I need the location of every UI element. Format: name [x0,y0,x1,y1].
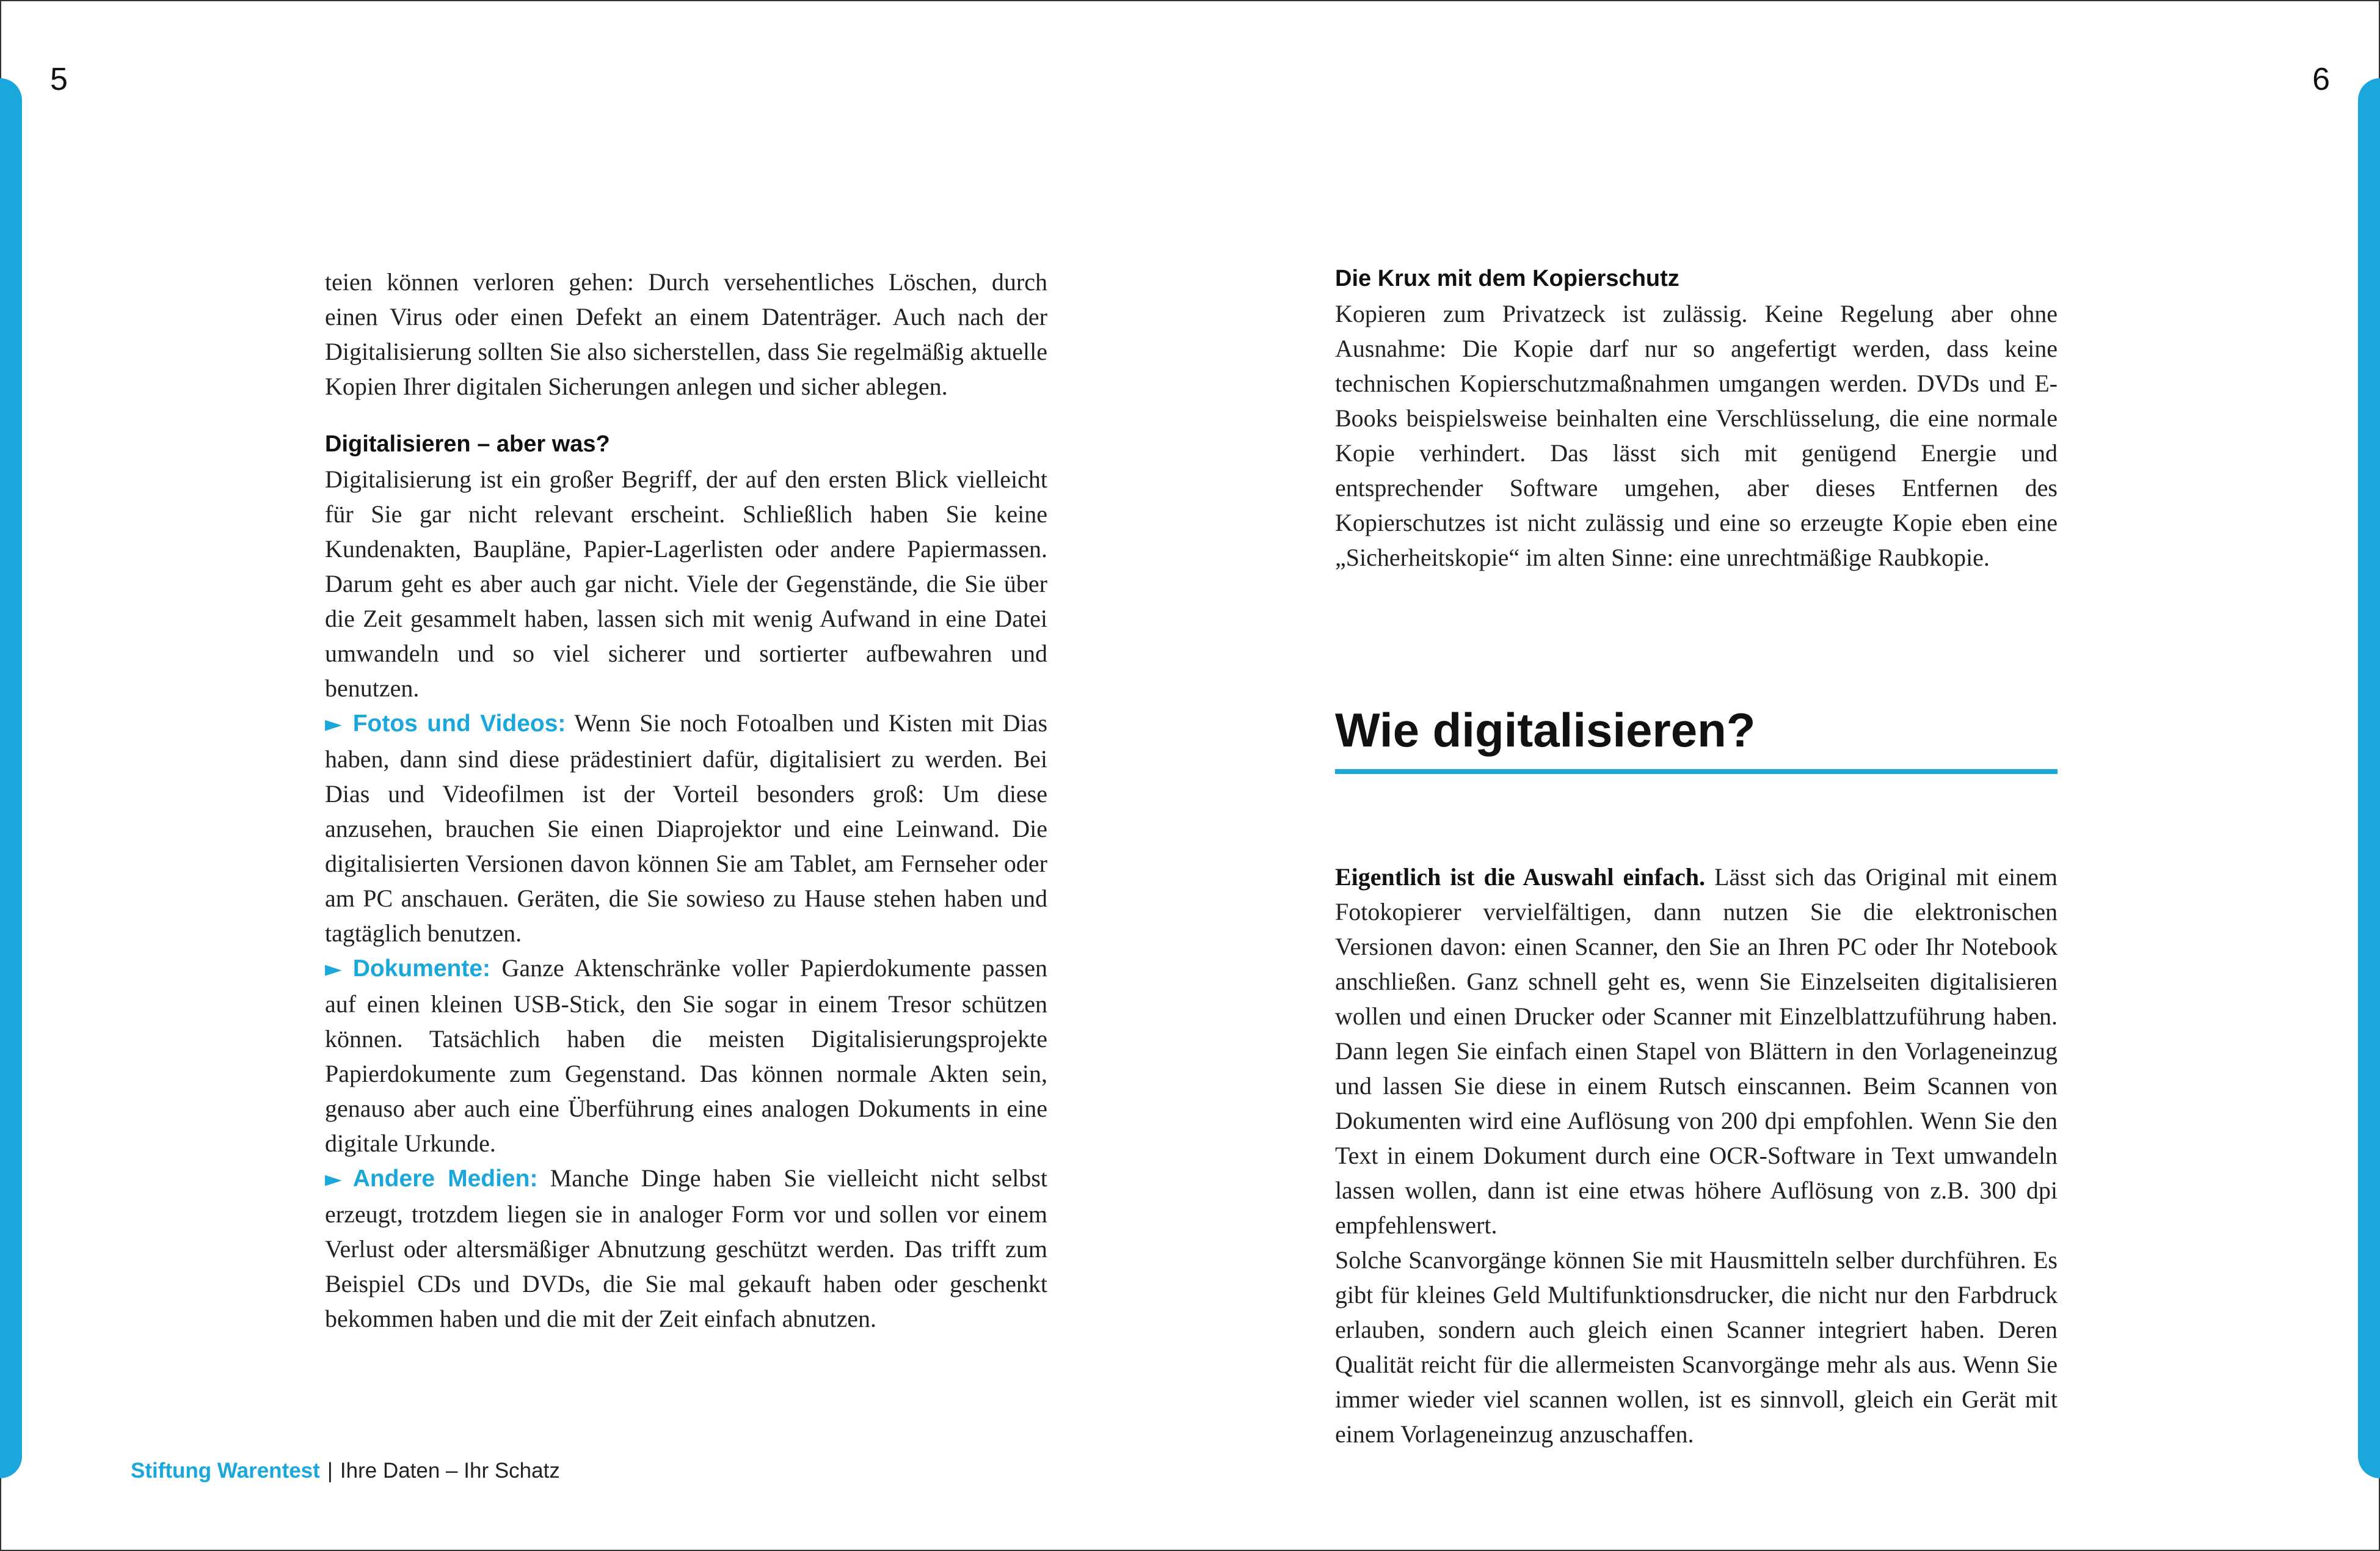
lead-bold-text: Eigentlich ist die Auswahl einfach. [1335,863,1705,891]
bullet-item-andere-medien [325,1161,1047,1336]
bullet-text: Ganze Aktenschränke voller Papierdokumente passen auf einen kleinen USB-Stick, den Sie sogar in einem Tresor schützen können. Tatsächlich haben die meisten Digitalisierungsprojekte Papierdokumente zum Gegenstand. Das können normale Akten sein, genauso aber auch eine Überführung eines analogen Dokuments in eine digitale Urkunde. [325,954,1047,1157]
footer-separator: | [327,1459,333,1483]
section-body-kopierschutz: Kopieren zum Privatzeck ist zulässig. Keine Regelung aber ohne Ausnahme: Die Kopie darf nur so angefertigt werden, dass keine technischen Kopierschutzmaßnahmen umgangen werden. DVDs und E-Books beispielsweise beinhalten eine Verschlüsselung, die eine normale Kopie verhindert. Das lässt sich mit genügend Energie und entsprechender Software umgehen, aber dieses Entfernen des Kopierschutzes ist nicht zulässig und eine so erzeugte Kopie eben eine „Sicherheitskopie“ im alten Sinne: eine unrechtmäßige Raubkopie. [1335,300,2058,571]
right-column [1335,261,2058,1451]
left-column [325,265,1047,1336]
section-body-digitalisieren: Digitalisierung ist ein großer Begriff, der auf den ersten Blick vielleicht für Sie gar nicht relevant erscheint. Schließlich haben Sie keine Kundenakten, Baupläne, Papier-Lagerlisten oder andere Papiermassen. Darum geht es aber auch gar nicht. Viele der Gegenstände, die Sie über die Zeit gesammelt haben, lassen sich mit wenig Aufwand in eine Datei umwandeln und so viel sicherer und sortierter aufbewahren und benutzen. [325,465,1047,702]
chapter-heading: Wie digitalisieren? [1335,702,2058,774]
bullet-label: Andere Medien: [352,1166,538,1192]
section-heading-digitalisieren: Digitalisieren – aber was? [325,431,610,457]
triangle-bullet-icon: ► [325,1167,342,1192]
scan-paragraph: Solche Scanvorgänge können Sie mit Hausmitteln selber durchführen. Es gibt für kleines Geld Multifunktionsdrucker, die nicht nur den Farbdruck erlauben, sondern auch gleich einen Scanner integriert haben. Deren Qualität reicht für die allermeisten Scanvorgänge mehr als aus. Wenn Sie immer wieder viel scannen wollen, ist es sinnvoll, gleich ein Gerät mit einem Vorlageneinzug anzuschaffen. [1335,1246,2058,1448]
bullet-label: Fotos und Videos: [352,710,566,737]
triangle-bullet-icon: ► [325,957,342,982]
bullet-label: Dokumente: [352,955,491,982]
bullet-text: Wenn Sie noch Fotoalben und Kisten mit Dias haben, dann sind diese prädestiniert dafür, digitalisiert zu werden. Bei Dias und Videofilmen ist der Vorteil besonders groß: Um diese anzusehen, brauchen Sie einen Diaprojektor und eine Leinwand. Die digitalisierten Versionen davon können Sie am Tablet, am Fernseher oder am PC anschauen. Geräten, die Sie sowieso zu Hause stehen haben und tagtäglich benutzen. [325,709,1048,947]
bullet-text: Manche Dinge haben Sie vielleicht nicht selbst erzeugt, trotzdem liegen sie in analoger Form vor und sollen vor einem Verlust oder altersmäßiger Abnutzung geschützt werden. Das trifft zum Beispiel CDs und DVDs, die Sie mal gekauft haben oder geschenkt bekommen haben und die mit der Zeit einfach abnutzen. [325,1164,1048,1332]
right-edge-tab [2358,78,2380,1478]
footer-brand: Stiftung Warentest [131,1459,320,1483]
bullet-item-fotos [325,706,1047,951]
intro-paragraph: teien können verloren gehen: Durch versehentliches Löschen, durch einen Virus oder einen Defekt an einem Datenträger. Auch nach der Digitalisierung sollten Sie also sicherstellen, dass Sie regelmäßig aktuelle Kopien Ihrer digitalen Sicherungen anlegen und sicher ablegen. [325,268,1047,400]
page-number-left: 5 [50,62,68,97]
footer [131,1459,560,1483]
lead-paragraph [1335,859,2058,1243]
footer-title: Ihre Daten – Ihr Schatz [340,1459,560,1483]
bullet-item-dokumente [325,951,1047,1161]
left-edge-tab [0,78,22,1478]
lead-body-text: Lässt sich das Original mit einem Fotokopierer vervielfältigen, dann nutzen Sie die elektronischen Versionen davon: einen Scanner, den Sie an Ihren PC oder Ihr Notebook anschließen. Ganz schnell geht es, wenn Sie Einzelseiten digitalisieren wollen und einen Drucker oder Scanner mit Einzelblattzuführung haben. Dann legen Sie einfach einen Stapel von Blättern in den Vorlageneinzug und lassen Sie diese in einem Rutsch einscannen. Beim Scannen von Dokumenten wird eine Auflösung von 200 dpi empfohlen. Wenn Sie den Text in einem Dokument durch eine OCR-Software in Text umwandeln lassen wollen, dann ist eine etwas höhere Auflösung von z.B. 300 dpi empfehlenswert. [1335,863,2058,1239]
triangle-bullet-icon: ► [325,712,342,737]
section-heading-kopierschutz: Die Krux mit dem Kopierschutz [1335,266,1679,291]
page-number-right: 6 [2312,62,2330,97]
